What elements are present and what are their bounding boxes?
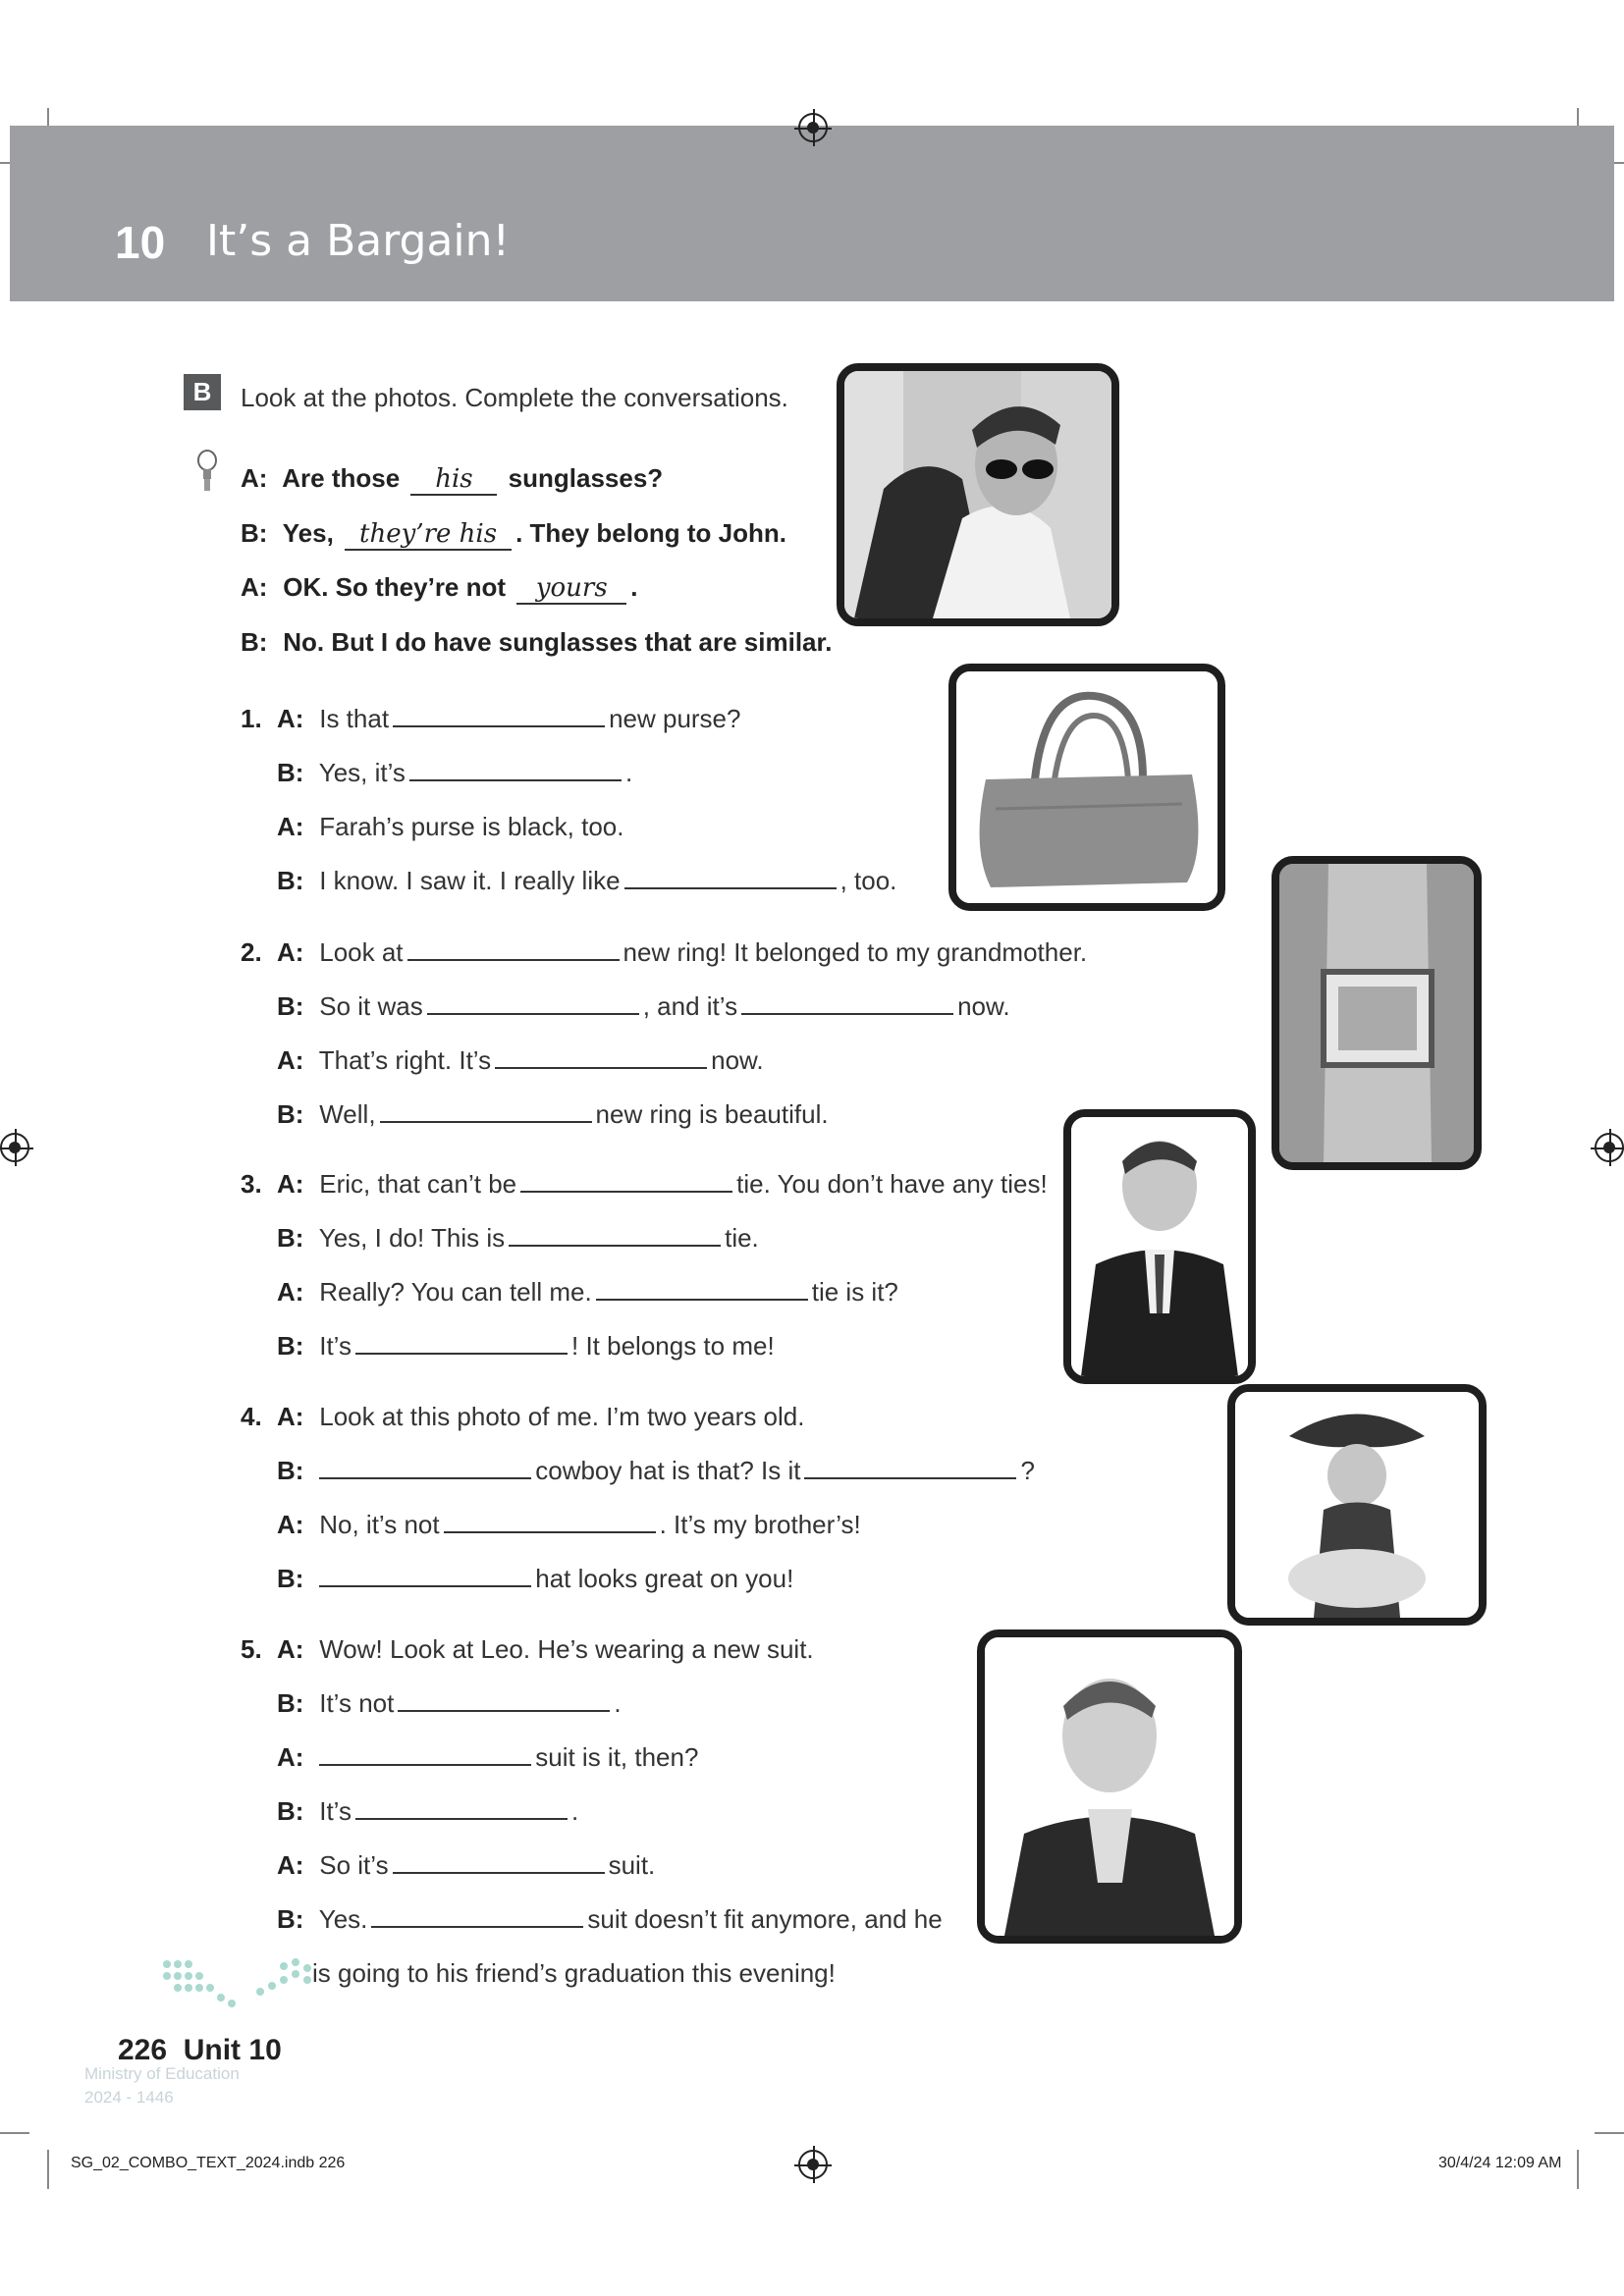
speaker-label: B: xyxy=(277,1564,304,1593)
dialogue-text: is going to his friend’s graduation this evening! xyxy=(312,1958,836,1988)
dialogue-text: . xyxy=(624,758,633,787)
dialogue-line xyxy=(277,1223,759,1254)
dialogue-text: Eric, that can’t be xyxy=(319,1169,517,1199)
dialogue-text: suit doesn’t fit anymore, and he xyxy=(587,1904,943,1934)
handwritten-answer: yours xyxy=(516,573,626,605)
example-text: sunglasses? xyxy=(508,463,664,493)
answer-blank[interactable] xyxy=(393,1850,605,1874)
answer-blank[interactable] xyxy=(495,1045,707,1069)
speaker-label: A: xyxy=(277,1510,304,1539)
speaker-label: A: xyxy=(277,1277,304,1307)
dialogue-line xyxy=(277,1796,578,1827)
dialogue-text: now. xyxy=(711,1045,764,1075)
example-text: Yes, xyxy=(282,518,334,548)
dialogue-text: Look at xyxy=(319,937,404,967)
crop-mark xyxy=(1595,2132,1624,2134)
dialogue-line xyxy=(277,1277,898,1308)
ministry-logo-icon xyxy=(162,1958,319,2012)
example-line xyxy=(241,463,663,496)
dialogue-text: new purse? xyxy=(609,704,741,733)
page-unit-label: Unit 10 xyxy=(183,2034,282,2066)
speaker-label: A: xyxy=(277,1850,304,1880)
dialogue-line xyxy=(277,937,1087,968)
dialogue-text: I know. I saw it. I really like xyxy=(319,866,621,895)
dialogue-text: Well, xyxy=(319,1099,376,1129)
dialogue-text: Look at this photo of me. I’m two years old. xyxy=(319,1402,805,1431)
handwritten-answer: his xyxy=(410,464,497,496)
dialogue-text: . xyxy=(614,1688,622,1718)
exercise-number: 5. xyxy=(241,1634,262,1664)
dialogue-line xyxy=(277,991,1010,1022)
speaker-label: B: xyxy=(277,758,304,787)
speaker-label: A: xyxy=(277,1634,304,1664)
dialogue-line xyxy=(277,1904,943,1935)
dialogue-line xyxy=(277,758,632,788)
dialogue-text: ? xyxy=(1020,1456,1035,1485)
photo-boy-in-suit xyxy=(977,1629,1242,1944)
photo-young-man-sunglasses xyxy=(837,363,1119,626)
speaker-label: A: xyxy=(277,704,304,733)
dialogue-line xyxy=(277,1045,764,1076)
answer-blank[interactable] xyxy=(319,1564,531,1587)
dialogue-text: So it’s xyxy=(319,1850,389,1880)
registration-mark-icon xyxy=(798,113,828,142)
answer-blank[interactable] xyxy=(624,866,837,889)
answer-blank[interactable] xyxy=(407,937,620,961)
answer-blank[interactable] xyxy=(509,1223,721,1247)
exercise-number: 2. xyxy=(241,937,262,967)
answer-blank[interactable] xyxy=(398,1688,610,1712)
dialogue-line xyxy=(277,1564,793,1594)
dialogue-line xyxy=(312,1958,836,1989)
dialogue-text: Wow! Look at Leo. He’s wearing a new suit. xyxy=(319,1634,814,1664)
unit-title: It’s a Bargain! xyxy=(206,216,511,266)
example-text: OK. So they’re not xyxy=(283,572,507,602)
speaker-label: A: xyxy=(277,1402,304,1431)
dialogue-text: Yes, it’s xyxy=(318,758,406,787)
dialogue-text: tie. You don’t have any ties! xyxy=(736,1169,1048,1199)
speaker-label: B: xyxy=(277,1331,304,1361)
dialogue-line xyxy=(277,1331,775,1362)
example-text: . They belong to John. xyxy=(515,518,786,548)
speaker-label: B: xyxy=(241,627,268,657)
section-letter: B xyxy=(184,374,221,410)
registration-mark-icon xyxy=(0,1133,29,1162)
crop-mark xyxy=(1577,2150,1579,2189)
dialogue-text: . xyxy=(571,1796,579,1826)
exercise-number: 4. xyxy=(241,1402,262,1431)
speaker-label: B: xyxy=(277,1456,304,1485)
speaker-label: B: xyxy=(277,1099,304,1129)
lightbulb-icon xyxy=(196,450,218,493)
dialogue-line xyxy=(277,1742,698,1773)
dialogue-line xyxy=(277,866,896,896)
answer-blank[interactable] xyxy=(393,704,605,727)
dialogue-text: new ring is beautiful. xyxy=(595,1099,829,1129)
unit-header-band xyxy=(10,126,1614,301)
speaker-label: A: xyxy=(277,937,304,967)
answer-blank[interactable] xyxy=(371,1904,583,1928)
dialogue-text: suit is it, then? xyxy=(535,1742,699,1772)
dialogue-text: tie is it? xyxy=(811,1277,898,1307)
dialogue-text: tie. xyxy=(725,1223,759,1253)
dialogue-text: So it was xyxy=(319,991,423,1021)
answer-blank[interactable] xyxy=(319,1456,531,1479)
speaker-label: A: xyxy=(277,812,304,841)
answer-blank[interactable] xyxy=(520,1169,732,1193)
speaker-label: B: xyxy=(277,1904,304,1934)
handwritten-answer: they’re his xyxy=(345,519,512,551)
dialogue-line xyxy=(277,1850,655,1881)
dialogue-line xyxy=(277,812,623,842)
photo-boy-with-tie xyxy=(1063,1109,1256,1384)
speaker-label: B: xyxy=(277,1796,304,1826)
speaker-label: A: xyxy=(277,1045,304,1075)
speaker-label: B: xyxy=(241,518,268,548)
example-line xyxy=(241,572,638,605)
dialogue-line xyxy=(277,1456,1035,1486)
example-text: Are those xyxy=(282,463,401,493)
exercise-number: 3. xyxy=(241,1169,262,1199)
watermark-year: 2024 - 1446 xyxy=(84,2088,174,2107)
dialogue-text: It’s xyxy=(319,1796,352,1826)
registration-mark-icon xyxy=(1595,1133,1624,1162)
photo-child-cowboy-hat xyxy=(1227,1384,1487,1626)
dialogue-text: Yes, I do! This is xyxy=(318,1223,506,1253)
dialogue-text: new ring! It belonged to my grandmother. xyxy=(623,937,1088,967)
speaker-label: A: xyxy=(277,1742,304,1772)
dialogue-line xyxy=(277,1169,1048,1200)
page-number xyxy=(118,2034,282,2067)
dialogue-text: , too. xyxy=(839,866,897,895)
example-text: . xyxy=(630,572,638,602)
answer-blank[interactable] xyxy=(380,1099,592,1123)
dialogue-line xyxy=(277,1688,622,1719)
dialogue-text: , and it’s xyxy=(642,991,738,1021)
speaker-label: A: xyxy=(241,463,268,493)
answer-blank[interactable] xyxy=(427,991,639,1015)
footer-timestamp: 30/4/24 12:09 AM xyxy=(1438,2155,1562,2171)
speaker-label: A: xyxy=(241,572,268,602)
dialogue-text: ! It belongs to me! xyxy=(571,1331,775,1361)
dialogue-line xyxy=(277,1402,804,1432)
section-instruction: Look at the photos. Complete the conversations. xyxy=(241,383,788,412)
exercise-number: 1. xyxy=(241,704,262,733)
example-line xyxy=(241,627,832,658)
answer-blank[interactable] xyxy=(409,758,622,781)
dialogue-line xyxy=(277,704,740,734)
dialogue-text: It’s not xyxy=(319,1688,395,1718)
answer-blank[interactable] xyxy=(741,991,953,1015)
answer-blank[interactable] xyxy=(355,1331,568,1355)
photo-handbag xyxy=(948,664,1225,911)
dialogue-line xyxy=(277,1099,829,1130)
crop-mark xyxy=(47,2150,49,2189)
example-line xyxy=(241,518,786,551)
speaker-label: B: xyxy=(277,866,304,895)
dialogue-line xyxy=(277,1634,814,1665)
example-text: No. But I do have sunglasses that are similar. xyxy=(283,627,833,657)
dialogue-text: now. xyxy=(957,991,1010,1021)
dialogue-text: Is that xyxy=(319,704,390,733)
dialogue-line xyxy=(277,1510,861,1540)
dialogue-text: Really? You can tell me. xyxy=(319,1277,592,1307)
dialogue-text: suit. xyxy=(608,1850,656,1880)
photo-ring-on-finger xyxy=(1272,856,1482,1170)
crop-mark xyxy=(0,2132,29,2134)
speaker-label: B: xyxy=(277,1223,304,1253)
answer-blank[interactable] xyxy=(355,1796,568,1820)
answer-blank[interactable] xyxy=(444,1510,656,1533)
page-number-value: 226 xyxy=(118,2034,168,2066)
speaker-label: A: xyxy=(277,1169,304,1199)
registration-mark-icon xyxy=(798,2150,828,2179)
footer-file-name: SG_02_COMBO_TEXT_2024.indb 226 xyxy=(71,2155,346,2171)
answer-blank[interactable] xyxy=(596,1277,808,1301)
dialogue-text: cowboy hat is that? Is it xyxy=(535,1456,801,1485)
dialogue-text: It’s xyxy=(319,1331,352,1361)
speaker-label: B: xyxy=(277,1688,304,1718)
watermark-org: Ministry of Education xyxy=(84,2064,240,2083)
dialogue-text: That’s right. It’s xyxy=(318,1045,492,1075)
dialogue-text: No, it’s not xyxy=(319,1510,440,1539)
unit-number: 10 xyxy=(115,217,166,268)
answer-blank[interactable] xyxy=(319,1742,531,1766)
dialogue-text: Farah’s purse is black, too. xyxy=(319,812,624,841)
speaker-label: B: xyxy=(277,991,304,1021)
answer-blank[interactable] xyxy=(804,1456,1016,1479)
dialogue-text: Yes. xyxy=(318,1904,368,1934)
dialogue-text: hat looks great on you! xyxy=(535,1564,794,1593)
dialogue-text: . It’s my brother’s! xyxy=(659,1510,861,1539)
